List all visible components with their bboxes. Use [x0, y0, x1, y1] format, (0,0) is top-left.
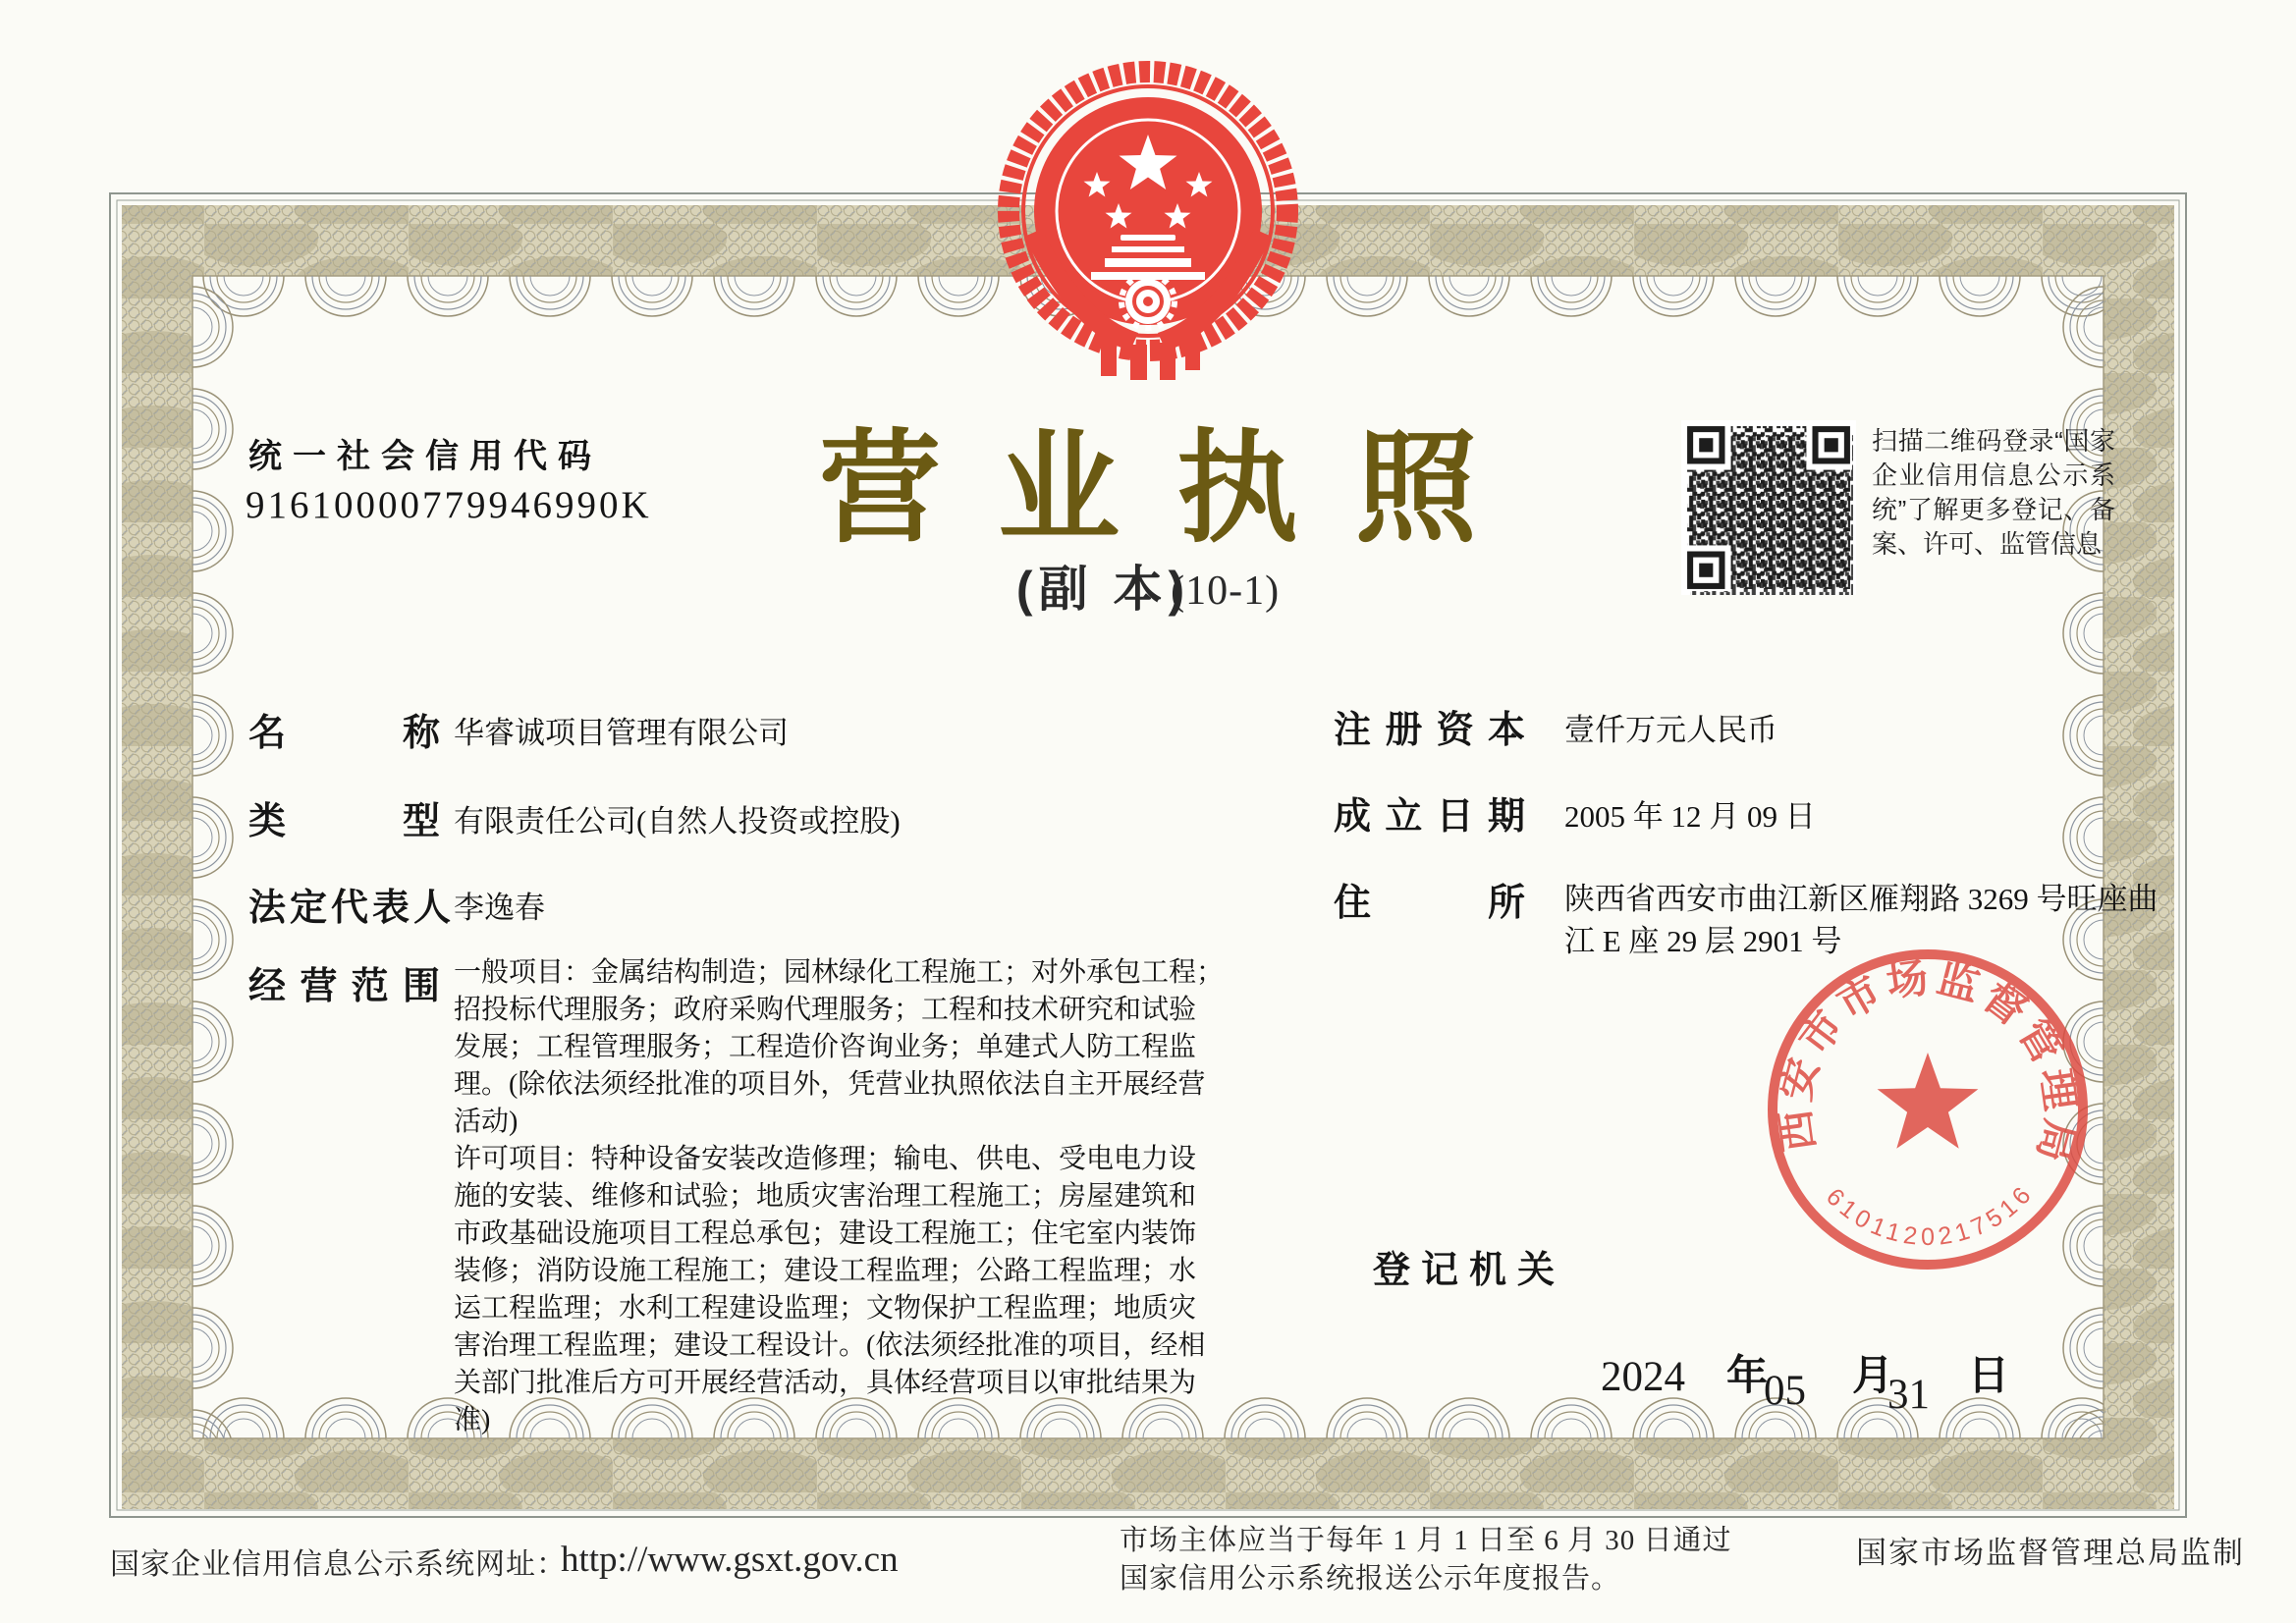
stamp-number: 6101120217516 — [1821, 1178, 2040, 1252]
license-subtitle — [1016, 550, 1280, 621]
field-name-label: 名称 — [248, 713, 441, 754]
scope-line: 市政基础设施项目工程总承包；建设工程施工；住宅室内装饰 — [454, 1218, 1197, 1249]
scope-line: 许可项目：特种设备安装改造修理；输电、供电、受电电力设 — [454, 1144, 1197, 1174]
scope-line: 招投标代理服务；政府采购代理服务；工程和技术研究和试验 — [454, 995, 1197, 1025]
scope-line: 运工程监理；水利工程建设监理；文物保护工程监理；地质灾 — [454, 1293, 1197, 1324]
field-capital-value: 壹仟万元人民币 — [1564, 713, 1777, 747]
field-scope-label: 经营范围 — [248, 966, 441, 1007]
field-type-label: 类型 — [248, 801, 441, 842]
registrar-label: 登记机关 — [1373, 1250, 1556, 1291]
scope-line: 施的安装、维修和试验；地质灾害治理工程施工；房屋建筑和 — [454, 1181, 1197, 1212]
scope-line: 理。(除依法须经批准的项目外，凭营业执照依法自主开展经营 — [454, 1069, 1206, 1100]
business-scope — [454, 954, 1224, 1439]
subtitle-duplicate: (副 本) — [1015, 562, 1191, 617]
field-est-date-label: 成立日期 — [1334, 796, 1526, 838]
scope-line: 准) — [454, 1405, 491, 1435]
scope-line: 发展；工程管理服务；工程造价咨询业务；单建式人防工程监 — [454, 1032, 1197, 1062]
footer-left — [110, 1540, 899, 1584]
issue-date-year: 2024 — [1601, 1354, 1685, 1400]
credit-code-label: 统一社会信用代码 — [248, 438, 602, 475]
copy-number: (10-1) — [1171, 568, 1281, 614]
license-title: 营业执照 — [818, 421, 1535, 557]
credit-code-value: 91610000779946990K — [246, 484, 652, 526]
scope-line: 活动) — [454, 1107, 519, 1137]
footer-middle — [1120, 1522, 1732, 1598]
scope-line: 装修；消防设施工程施工；建设工程监理；公路工程监理；水 — [454, 1256, 1197, 1286]
footer-middle-line1: 市场主体应当于每年 1 月 1 日至 6 月 30 日通过 — [1120, 1525, 1732, 1556]
field-address-label: 住所 — [1334, 883, 1526, 924]
qr-caption: 扫描二维码登录“国家企业信用信息公示系统”了解更多登记、备案、许可、监管信息 — [1872, 426, 2115, 559]
field-est-date-value: 2005 年 12 月 09 日 — [1564, 799, 1816, 834]
field-legal-rep-label: 法定代表人 — [248, 888, 451, 929]
issue-date-day-unit: 日 — [1968, 1352, 2010, 1398]
issue-date-year-unit: 年 — [1726, 1352, 1769, 1398]
official-stamp — [1741, 923, 2114, 1296]
qr-code — [1681, 420, 1856, 595]
issue-date-day: 31 — [1887, 1372, 1930, 1418]
stamp-org-text: 西安市市场监督管理局 — [1771, 953, 2085, 1172]
field-legal-rep-value: 李逸春 — [454, 891, 545, 925]
national-emblem — [981, 54, 1315, 388]
field-type-value: 有限责任公司(自然人投资或控股) — [454, 804, 901, 839]
field-name-value: 华睿诚项目管理有限公司 — [454, 716, 789, 750]
field-address-value: 陕西省西安市曲江新区雁翔路 3269 号旺座曲江 E 座 29 层 2901 号 — [1564, 882, 2159, 958]
issue-date-month: 05 — [1764, 1368, 1806, 1414]
issue-date-month-unit: 月 — [1852, 1352, 1894, 1398]
scope-line: 害治理工程监理；建设工程设计。(依法须经批准的项目，经相 — [454, 1330, 1206, 1361]
footer-left-label: 国家企业信用信息公示系统网址： — [110, 1548, 567, 1581]
footer-right: 国家市场监督管理总局监制 — [1856, 1536, 2245, 1570]
footer-left-url: http://www.gsxt.gov.cn — [561, 1540, 899, 1580]
scope-line: 关部门批准后方可开展经营活动，具体经营项目以审批结果为 — [454, 1368, 1197, 1398]
scope-line: 一般项目：金属结构制造；园林绿化工程施工；对外承包工程； — [454, 957, 1225, 988]
footer-middle-line2: 国家信用公示系统报送公示年度报告。 — [1120, 1563, 1621, 1595]
field-capital-label: 注册资本 — [1334, 710, 1526, 751]
